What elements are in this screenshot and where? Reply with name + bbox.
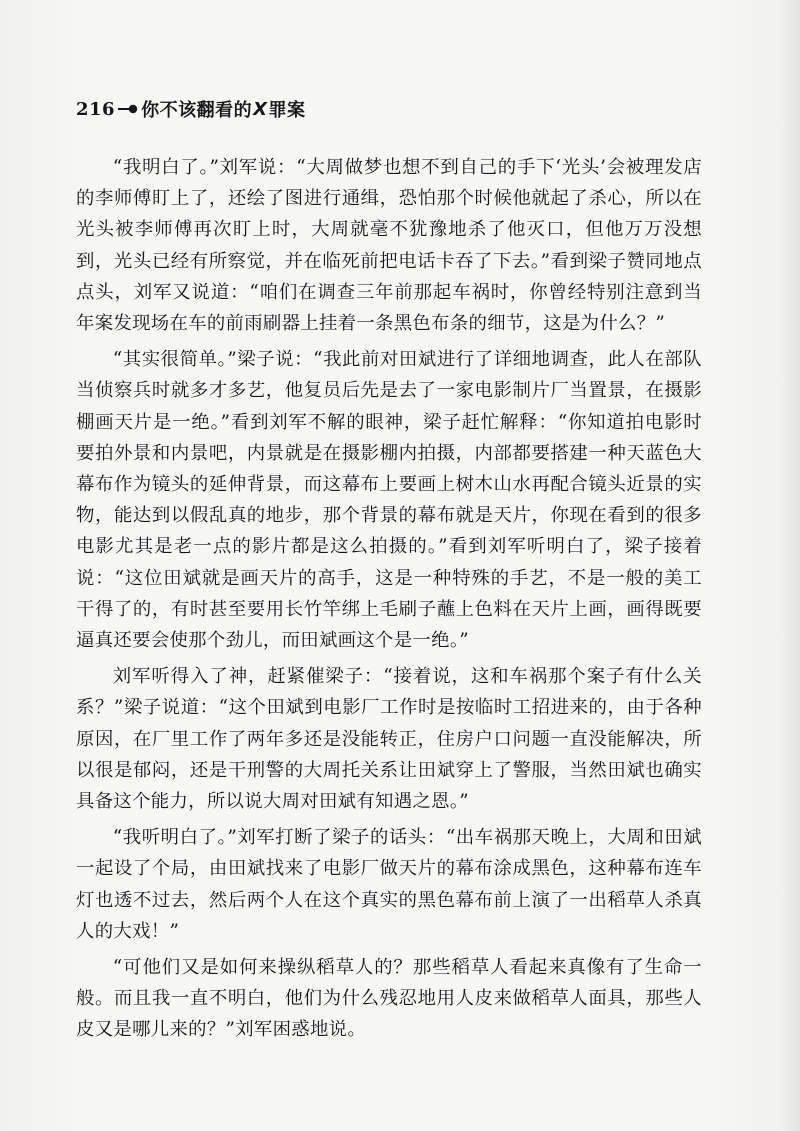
running-header <box>76 96 305 122</box>
page-number: 216 <box>76 98 116 120</box>
paragraph-3: 刘军听得入了神，赶紧催梁子：“接着说，这和车祸那个案子有什么关系？”梁子说道：“这个田斌到电影厂工作时是按临时工招进来的，由于各种原因，在厂里工作了两年多还是没能转正，住房户口问题一直没能解决，所以很是郁闷，还是干刑警的大周托关系让田斌穿上了警服，当然田斌也确实具备这个能力，所以说大周对田斌有知遇之恩。” <box>76 666 702 813</box>
page-edge-shadow <box>782 0 800 1131</box>
book-title-suffix: 罪案 <box>268 100 306 121</box>
paragraph-2: “其实很简单。”梁子说：“我此前对田斌进行了详细地调查，此人在部队当侦察兵时就多才多艺，他复员后先是去了一家电影制片厂当置景，在摄影棚画天片是一绝。”看到刘军不解的眼神，梁子赶忙解释：“你知道拍电影时要拍外景和内景吧，内景就是在摄影棚内拍摄，内部都要搭建一种天蓝色大幕布作为镜头的延伸背景，而这幕布上要画上树木山水再配合镜头近景的实物，能达到以假乱真的地步，那个背景的幕布就是天片，你现在看到的很多电影尤其是老一点的影片都是这么拍摄的。”看到刘军听明白了，梁子接着说：“这位田斌就是画天片的高手，这是一种特殊的手艺，不是一般的美工干得了的，有时甚至要用长竹竿绑上毛刷子蘸上色料在天片上画，画得既要逼真还要会使那个劲儿，而田斌画这个是一绝。” <box>76 349 702 652</box>
body-text <box>76 152 702 1051</box>
book-title-prefix: 你不该翻看的 <box>141 100 253 121</box>
paragraph-5: “可他们又是如何来操纵稻草人的？那些稻草人看起来真像有了生命一般。而且我一直不明白，他们为什么残忍地用人皮来做稻草人面具，那些人皮又是哪儿来的？”刘军困惑地说。 <box>76 957 702 1041</box>
arrow-bullet-icon <box>117 103 139 115</box>
paragraph-1: “我明白了。”刘军说：“大周做梦也想不到自己的手下‘光头’会被理发店的李师傅盯上了，还绘了图进行通缉，恐怕那个时候他就起了杀心，所以在光头被李师傅再次盯上时，大周就毫不犹豫地杀了他灭口，但他万万没想到，光头已经有所察觉，并在临死前把电话卡吞了下去。”看到梁子赞同地点点头，刘军又说道：“咱们在调查三年前那起车祸时，你曾经特别注意到当年案发现场在车的前雨刷器上挂着一条黑色布条的细节，这是为什么？” <box>76 157 702 335</box>
paragraph-4: “我听明白了。”刘军打断了梁子的话头：“出车祸那天晚上，大周和田斌一起设了个局，由田斌找来了电影厂做天片的幕布涂成黑色，这种幕布连车灯也透不过去，然后两个人在这个真实的黑色幕布前上演了一出稻草人杀真人的大戏！” <box>76 827 702 942</box>
book-title-x: X <box>253 98 268 120</box>
